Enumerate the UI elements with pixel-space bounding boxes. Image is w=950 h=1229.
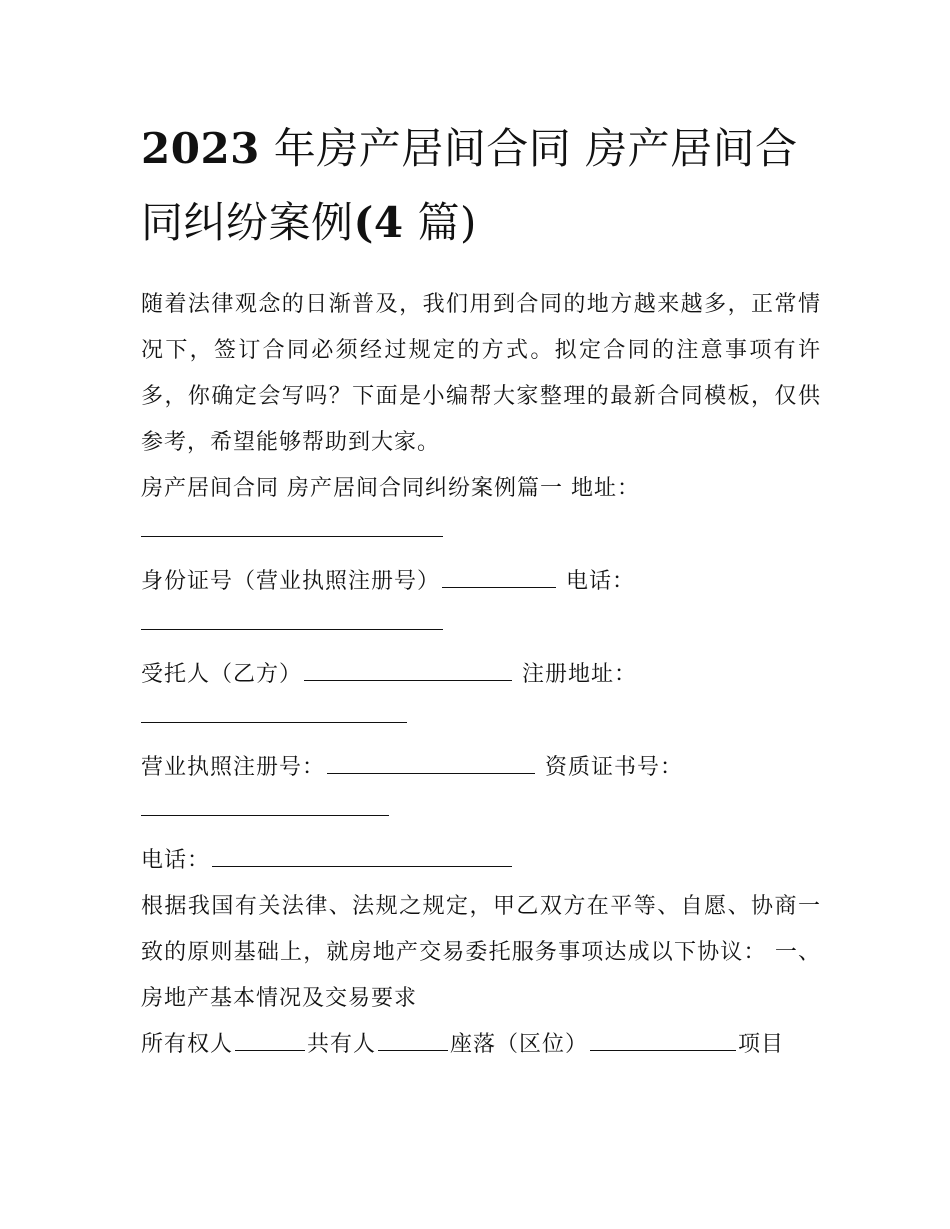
- reg-address-label: 注册地址：: [522, 662, 638, 687]
- document-title: [141, 112, 821, 260]
- id-line: [141, 559, 821, 605]
- agent-blank: [304, 658, 512, 681]
- title-count-open: (: [353, 198, 374, 247]
- license-label: 营业执照注册号：: [141, 755, 326, 780]
- agent-label: 受托人（乙方）: [141, 662, 303, 687]
- cert-blank: [141, 795, 389, 816]
- title-text: 年房产居间合同 房产居间合同纠纷案例: [141, 124, 798, 247]
- document-page: [141, 112, 821, 1068]
- cert-label: 资质证书号：: [545, 755, 684, 780]
- co-owner-blank: [378, 1028, 448, 1051]
- phone2-line: [141, 838, 821, 884]
- license-line: [141, 745, 821, 791]
- co-owner-label: 共有人: [307, 1032, 377, 1057]
- address-blank: [141, 516, 443, 537]
- phone-blank: [141, 609, 443, 630]
- intro-paragraph: 随着法律观念的日渐普及，我们用到合同的地方越来越多，正常情况下，签订合同必须经过规定的方式。拟定合同的注意事项有许多，你确定会写吗？下面是小编帮大家整理的最新合同模板，仅供参考，希望能够帮助到大家。: [141, 292, 821, 455]
- phone-label: 电话：: [566, 569, 636, 594]
- phone2-blank: [212, 844, 512, 867]
- title-year: 2023: [141, 124, 260, 173]
- project-label: 项目: [738, 1032, 785, 1057]
- id-blank: [442, 565, 556, 588]
- owner-blank: [235, 1028, 305, 1051]
- title-count-num: 4: [373, 198, 404, 247]
- agent-line: [141, 652, 821, 698]
- section-heading: 房产居间合同 房产居间合同纠纷案例篇一 地址：: [141, 476, 640, 501]
- location-label: 座落（区位）: [450, 1032, 589, 1057]
- agreement-paragraph: 根据我国有关法律、法规之规定，甲乙双方在平等、自愿、协商一致的原则基础上，就房地产交易委托服务事项达成以下协议： 一、房地产基本情况及交易要求: [141, 894, 821, 1011]
- location-blank: [590, 1028, 736, 1051]
- title-count-close: 篇): [403, 198, 477, 247]
- owner-label: 所有权人: [141, 1032, 234, 1057]
- reg-address-blank: [141, 702, 407, 723]
- id-label: 身份证号（营业执照注册号）: [141, 569, 441, 594]
- phone2-label: 电话：: [141, 848, 211, 873]
- owner-line: [141, 1022, 821, 1068]
- license-blank: [327, 751, 535, 774]
